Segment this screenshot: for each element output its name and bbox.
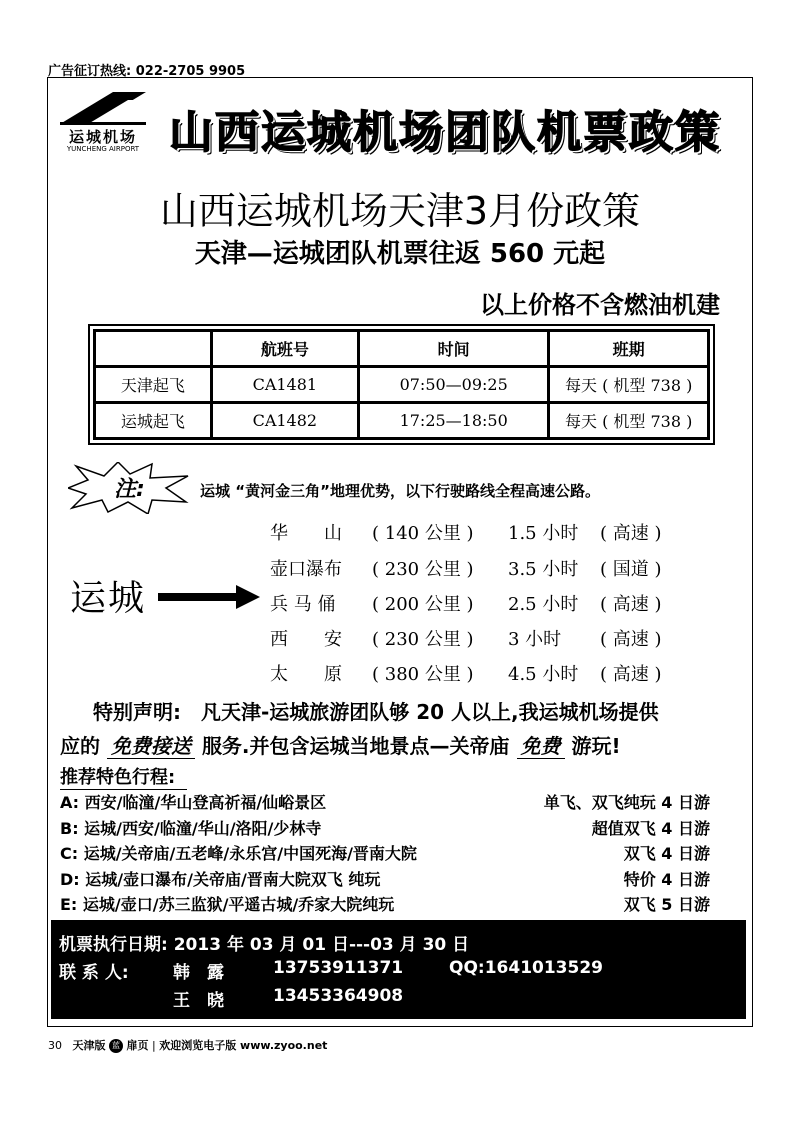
- table-cell: 每天 ( 机型 738 ): [549, 367, 709, 403]
- special-statement-line1: 特别声明: 凡天津-运城旅游团队够 20 人以上,我运城机场提供: [93, 700, 659, 724]
- route-time: 2.5 小时: [508, 594, 579, 615]
- itinerary-route: B: 运城/西安/临潼/华山/洛阳/少林寺: [60, 819, 322, 838]
- itinerary-route: D: 运城/壶口瀑布/关帝庙/晋南大院双飞 纯玩: [60, 870, 381, 889]
- free-highlight: 免费: [517, 734, 565, 759]
- section-label: 扉页: [126, 1039, 149, 1052]
- price-exclusion: 以上价格不含燃油机建: [480, 291, 720, 319]
- table-cell: CA1482: [211, 403, 358, 439]
- flight-table: [88, 324, 715, 445]
- route-road: ( 国道 ): [600, 559, 662, 580]
- route-distance: ( 230 公里 ): [372, 629, 474, 650]
- route-time: 4.5 小时: [508, 664, 579, 685]
- table-cell: 天津起飞: [95, 367, 212, 403]
- contact-phone: 13753911371: [273, 958, 404, 978]
- table-header-cell: [95, 331, 212, 367]
- starburst-icon: [68, 462, 190, 514]
- route-distance: ( 380 公里 ): [372, 664, 474, 685]
- banner-title: 山西运城机场团队机票政策: [169, 107, 721, 158]
- table-header-cell: 时间: [359, 331, 549, 367]
- route-road: ( 高速 ): [600, 594, 662, 615]
- table-row: [95, 367, 709, 403]
- table-header-row: [95, 331, 709, 367]
- itinerary-route: E: 运城/壶口/苏三监狱/平遥古城/乔家大院纯玩: [60, 895, 395, 914]
- table-cell: 每天 ( 机型 738 ): [549, 403, 709, 439]
- table-cell: 17:25—18:50: [359, 403, 549, 439]
- route-name: 兵 马 俑: [270, 594, 336, 615]
- ticket-info-box: [51, 920, 746, 1019]
- contact-label: 联 系 人:: [59, 963, 129, 983]
- special-text: 服务.并包含运城当地景点—关帝庙: [201, 734, 510, 758]
- table-header-cell: 航班号: [211, 331, 358, 367]
- route-time: 3 小时: [508, 629, 562, 650]
- route-distance: ( 230 公里 ): [372, 559, 474, 580]
- price-line: 天津—运城团队机票往返 560 元起: [194, 239, 606, 269]
- contact-phone: 13453364908: [273, 986, 404, 1006]
- table-header-cell: 班期: [549, 331, 709, 367]
- itinerary-type: 双飞 4 日游: [623, 844, 710, 863]
- table-row: [95, 403, 709, 439]
- route-name: 西 安: [270, 629, 342, 650]
- route-name: 壶口瀑布: [270, 559, 342, 580]
- table-cell: 运城起飞: [95, 403, 212, 439]
- itinerary-type: 特价 4 日游: [623, 870, 710, 889]
- route-distance: ( 140 公里 ): [372, 523, 474, 544]
- route-time: 1.5 小时: [508, 523, 579, 544]
- footer-divider: |: [152, 1039, 160, 1052]
- page-footer: [48, 1037, 327, 1053]
- note-star-label: 注:: [114, 477, 145, 502]
- note-text: 运城 “黄河金三角”地理优势，以下行驶路线全程高速公路。: [200, 482, 600, 500]
- itinerary-item: [60, 867, 710, 893]
- itinerary-type: 超值双飞 4 日游: [591, 819, 710, 838]
- route-name: 华 山: [270, 523, 342, 544]
- route-name: 太 原: [270, 664, 342, 685]
- validity-dates: 机票执行日期: 2013 年 03 月 01 日---03 月 30 日: [59, 935, 470, 955]
- edition-label: 天津版: [72, 1039, 106, 1052]
- ad-hotline: 广告征订热线: 022-2705 9905: [48, 64, 246, 79]
- itinerary-item: [60, 841, 710, 867]
- logo-english-name: YUNCHENG AIRPORT: [66, 145, 140, 153]
- special-text: 游玩!: [571, 734, 621, 758]
- special-text: 应的: [60, 734, 100, 758]
- contact-name: 王 晓: [173, 991, 224, 1011]
- page-number: 30: [48, 1039, 62, 1052]
- route-road: ( 高速 ): [600, 523, 662, 544]
- table-cell: 07:50—09:25: [359, 367, 549, 403]
- itinerary-route: A: 西安/临潼/华山登高祈福/仙峪景区: [60, 793, 327, 812]
- table-cell: CA1481: [211, 367, 358, 403]
- route-distance: ( 200 公里 ): [372, 594, 474, 615]
- free-shuttle-highlight: 免费接送: [107, 734, 195, 759]
- route-road: ( 高速 ): [600, 664, 662, 685]
- logo-chinese-name: 运城机场: [68, 128, 137, 146]
- edition-badge-icon: 蓝: [109, 1039, 123, 1053]
- itinerary-item: [60, 790, 710, 816]
- arrow-right-icon: [158, 585, 260, 609]
- itinerary-route: C: 运城/关帝庙/五老峰/永乐宫/中国死海/晋南大院: [60, 844, 417, 863]
- route-time: 3.5 小时: [508, 559, 579, 580]
- itinerary-type: 双飞 5 日游: [623, 895, 710, 914]
- footer-tagline: 欢迎浏览电子版 www.zyoo.net: [159, 1039, 328, 1052]
- contact-name: 韩 露: [173, 963, 224, 983]
- contact-qq: QQ:1641013529: [449, 958, 603, 978]
- special-statement-line2: [60, 730, 621, 759]
- policy-subtitle: 山西运城机场天津3月份政策: [159, 189, 641, 233]
- itinerary-item: [60, 816, 710, 842]
- recommend-heading: 推荐特色行程:: [60, 763, 187, 790]
- itinerary-item: [60, 892, 710, 918]
- route-road: ( 高速 ): [600, 629, 662, 650]
- itinerary-type: 单飞、双飞纯玩 4 日游: [543, 793, 710, 812]
- route-origin: 运城: [70, 578, 147, 619]
